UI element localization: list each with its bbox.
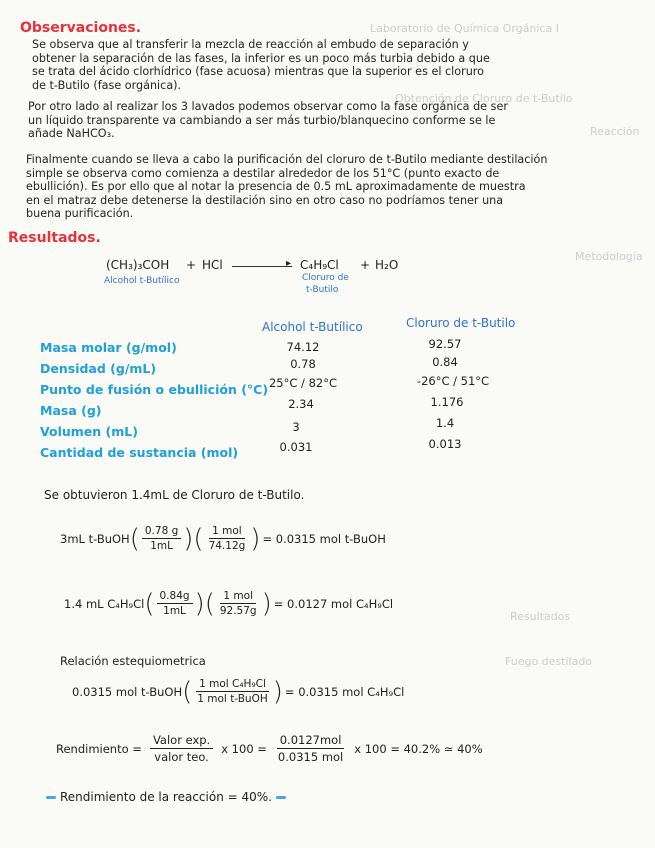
reactant-formula: (CH₃)₃COH xyxy=(106,258,170,272)
table-cell: 25°C / 82°C xyxy=(268,376,338,390)
table-cell: 74.12 xyxy=(286,340,320,354)
reactant-formula: HCl xyxy=(202,258,223,272)
ghost-text: Laboratorio de Química Orgánica I xyxy=(370,22,559,35)
fraction-numerator: 0.0127mol xyxy=(277,733,345,749)
table-column-header: Cloruro de t-Butilo xyxy=(406,316,516,330)
paragraph-observation-3: Finalmente cuando se lleva a cabo la purificación del cloruro de t-Butilo mediante destilación simple se observa como comienza a destilar alrededor de los 51°C (punto exacto de ebullición). Es por ello que al notar la presencia de 0.5 mL aproximadamente de muestra en el matraz debe detenerse la destilación sino en otro caso no podríamos tener una buena purificación. xyxy=(26,153,548,221)
fraction-numerator: 0.84g xyxy=(157,590,193,604)
calc-lead: 0.0315 mol t-BuOH xyxy=(72,684,183,699)
table-row-label: Masa (g) xyxy=(40,403,102,418)
paragraph-observation-2: Por otro lado al realizar los 3 lavados podemos observar como la fase orgánica de ser un líquido transparente va cambiando a ser más turbio/blanquecino conforme se le añade NaHCO₃. xyxy=(28,100,508,141)
plus-sign: + xyxy=(186,258,197,272)
table-row-label: Volumen (mL) xyxy=(40,424,138,439)
paren: )( xyxy=(194,588,215,619)
fraction-denominator: 1mL xyxy=(163,605,186,617)
final-yield-text: Rendimiento de la reacción = 40%. xyxy=(60,790,272,804)
ghost-text: Fuego destilado xyxy=(505,655,593,668)
times-100: x 100 = xyxy=(221,741,267,756)
calc-lead: 1.4 mL C₄H₉Cl xyxy=(64,596,145,611)
ghost-text: Obtención de Cloruro de t-Butilo xyxy=(395,92,573,105)
table-row-label: Cantidad de sustancia (mol) xyxy=(40,445,239,460)
fraction-numerator: 1 mol C₄H₉Cl xyxy=(196,678,269,692)
yield-label: Rendimiento = xyxy=(56,741,142,756)
table-row-label: Punto de fusión o ebullición (°C) xyxy=(40,382,269,397)
calc-lead: 3mL t-BuOH xyxy=(60,531,130,546)
table-cell: 92.57 xyxy=(428,337,462,351)
fraction xyxy=(206,525,249,552)
calculation-moles-alcohol xyxy=(60,525,386,552)
fraction-denominator: 0.0315 mol xyxy=(277,750,344,764)
table-cell: 0.78 xyxy=(290,357,316,371)
table-cell: 1.176 xyxy=(430,395,464,409)
paren: ( xyxy=(182,676,193,707)
fraction-numerator: 1 mol xyxy=(209,525,245,539)
table-cell: 1.4 xyxy=(435,416,455,430)
fraction-denominator: 92.57g xyxy=(219,605,257,617)
fraction-numerator: Valor exp. xyxy=(150,733,213,749)
table-cell: 0.013 xyxy=(428,437,462,451)
fraction-denominator: 1 mol t-BuOH xyxy=(197,693,268,705)
fraction-numerator: 1 mol xyxy=(220,590,256,604)
obtained-volume-text: Se obtuvieron 1.4mL de Cloruro de t-Butilo. xyxy=(44,488,305,502)
table-cell: -26°C / 51°C xyxy=(416,374,490,388)
fraction xyxy=(275,733,346,764)
table-cell: 2.34 xyxy=(288,397,314,411)
fraction-numerator: 0.78 g xyxy=(142,525,181,539)
final-yield-statement xyxy=(42,790,290,804)
paren: ) xyxy=(261,588,272,619)
fraction xyxy=(142,525,181,552)
label-cloruro: t-Butilo xyxy=(306,285,339,295)
paren: ) xyxy=(250,523,261,554)
highlight-dash xyxy=(276,796,286,799)
fraction-denominator: 74.12g xyxy=(208,540,246,552)
table-row-label: Densidad (g/mL) xyxy=(40,361,157,376)
paragraph-observation-1: Se observa que al transferir la mezcla de reacción al embudo de separación y obtener la separación de las fases, la inferior es un poco más turbia debido a que se trata del ácido clorhídrico (fase acuosa) mientras que la superior es el cloruro de t-Butilo (fase orgánica). xyxy=(32,38,490,92)
table-column-header: Alcohol t-Butílico xyxy=(262,320,363,334)
ghost-text: Resultados xyxy=(510,610,571,623)
ghost-text: Reacción xyxy=(590,125,640,138)
calc-result: = 0.0127 mol C₄H₉Cl xyxy=(273,596,394,611)
fraction-denominator: valor teo. xyxy=(154,750,209,764)
yield-result: x 100 = 40.2% ≃ 40% xyxy=(354,741,483,756)
fraction xyxy=(217,590,260,617)
calculation-stoichiometry xyxy=(72,678,404,705)
label-alcohol: Alcohol t-Butílico xyxy=(104,276,180,286)
calc-result: = 0.0315 mol C₄H₉Cl xyxy=(284,684,405,699)
calculation-moles-cloruro xyxy=(64,590,393,617)
ghost-text: Metodología xyxy=(575,250,643,263)
paren: )( xyxy=(183,523,204,554)
stoichiometry-title: Relación estequiometrica xyxy=(60,654,206,668)
label-cloruro: Cloruro de xyxy=(302,273,349,283)
paren: ( xyxy=(144,588,155,619)
product-formula: H₂O xyxy=(375,258,399,272)
section-title-resultados: Resultados. xyxy=(8,230,101,246)
fraction xyxy=(150,733,213,764)
calculation-yield xyxy=(56,733,483,764)
arrow-head: ▸ xyxy=(286,258,292,269)
calc-result: = 0.0315 mol t-BuOH xyxy=(262,531,386,546)
table-cell: 3 xyxy=(292,420,300,434)
fraction xyxy=(157,590,193,617)
fraction-denominator: 1mL xyxy=(150,540,173,552)
table-row-label: Masa molar (g/mol) xyxy=(40,340,177,355)
table-cell: 0.84 xyxy=(432,355,458,369)
plus-sign: + xyxy=(360,258,371,272)
table-cell: 0.031 xyxy=(279,440,313,454)
reaction-arrow xyxy=(232,266,292,267)
paren: ( xyxy=(129,523,140,554)
fraction xyxy=(194,678,270,705)
product-formula: C₄H₉Cl xyxy=(300,258,339,272)
highlight-dash xyxy=(46,796,56,799)
paren: ) xyxy=(272,676,283,707)
section-title-observaciones: Observaciones. xyxy=(20,20,142,36)
